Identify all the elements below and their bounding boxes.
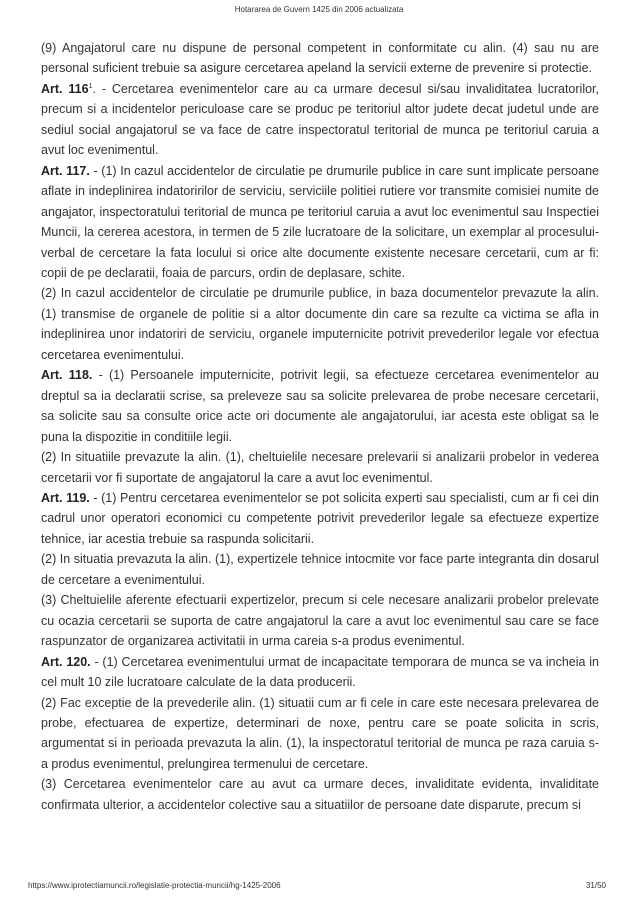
paragraph-text: - (1) In cazul accidentelor de circulatie pe drumurile publice in care sunt implicate persoane aflate in indeplinirea indatoririlor de serviciu, serviciile politiei rutiere vor transmite comisiei numite de angajator, inspectoratului teritorial de munca pe teritoriul caruia a avut loc evenimentul sau Inspectiei Muncii, la cererea acestora, in termen de 5 zile lucratoare de la solicitare, un exemplar al procesului-verbal de cercetare la fata locului si orice alte documente existente necesare cercetarii, cum ar fi: copii de pe declaratii, foaia de parcurs, ordin de deplasare, schite. xyxy=(41,163,599,280)
article-label: Art. 119. xyxy=(41,490,90,505)
article-117 xyxy=(41,161,599,284)
paragraph-text: (2) In situatia prevazuta la alin. (1), expertizele tehnice intocmite vor face parte integranta din dosarul de cercetare a evenimentului. xyxy=(41,552,599,587)
paragraph-text: (2) Fac exceptie de la prevederile alin. (1) situatii cum ar fi cele in care este necesara prelevarea de probe, efectuarea de expertize, determinari de noxe, pentru care se poate solicita in scris, argumentat si in perioada prevazuta la alin. (1), la inspectoratul teritorial de munca pe raza caruia s-a produs evenimentul, prelungirea termenului de cercetare. xyxy=(41,695,599,771)
paragraph-text: . - Cercetarea evenimentelor care au ca urmare decesul si/sau invaliditatea lucratorilor, precum si a incidentelor periculoase care se produc pe teritoriul altor judete decat judetul unde are sediul social angajatorul se va face de catre inspectoratul teritorial de munca pe teritoriul caruia a avut loc evenimentul. xyxy=(41,81,600,158)
article-label: Art. 116 xyxy=(41,81,89,96)
paragraph-text: - (1) Pentru cercetarea evenimentelor se pot solicita experti sau specialisti, cum ar fi cei din cadrul unor operatori economici cu competente potrivit prevederilor legale sa efectueze expertize tehnice, iar acestia trebuie sa raspunda solicitarii. xyxy=(41,490,600,546)
paragraph xyxy=(41,549,599,590)
article-119 xyxy=(41,488,599,549)
paragraph xyxy=(41,590,599,651)
article-superscript: 1 xyxy=(88,82,93,90)
paragraph-text: (2) In situatiile prevazute la alin. (1), cheltuielile necesare prelevarii si analizarii probelor in vederea cercetarii vor fi suportate de angajatorul la care a avut loc evenimentul. xyxy=(41,450,599,485)
paragraph-text: (3) Cheltuielile aferente efectuarii expertizelor, precum si cele necesare analizarii probelor prelevate cu ocazia cercetarii se suporta de catre angajatorul la care a avut loc evenimentul sau care se face raspunzator de organizarea activitatii in urma careia s-a produs evenimentul. xyxy=(41,593,599,649)
article-label: Art. 118. xyxy=(41,368,93,383)
article-label: Art. 117. xyxy=(41,163,90,178)
source-url-link[interactable]: https://www.iprotectiamuncii.ro/legislatie-protectia-muncii/hg-1425-2006 xyxy=(28,881,281,890)
paragraph xyxy=(41,447,599,488)
paragraph xyxy=(41,283,599,365)
paragraph xyxy=(41,38,599,79)
paragraph-text: (3) Cercetarea evenimentelor care au avut ca urmare deces, invaliditate evidenta, invaliditate confirmata ulterior, a accidentelor colective sau a situatiilor de persoane date disparute, precum si xyxy=(41,777,599,812)
paragraph-text: (2) In cazul accidentelor de circulatie pe drumurile publice, in baza documentelor prevazute la alin. (1) transmise de organele de politie si a altor documente din care sa rezulte ca victima se afla in indeplinirea unor indatoriri de serviciu, organele imputernicite potrivit prevederilor legale vor efectua cercetarea evenimentului. xyxy=(41,286,599,362)
paragraph-text: - (1) Persoanele imputernicite, potrivit legii, sa efectueze cercetarea evenimentelor au dreptul sa ia declaratii scrise, sa preleveze sau sa solicite prelevarea de probe necesare cercetarii, sa solicite sau sa consulte orice acte ori documente ale angajatorului, iar acesta este obligat sa le puna la dispozitie in conditiile legii. xyxy=(41,368,600,444)
page-number: 31/50 xyxy=(585,881,606,890)
article-118 xyxy=(41,365,599,447)
document-body xyxy=(41,38,599,815)
page-header-title: Hotararea de Guvern 1425 din 2006 actualizata xyxy=(234,5,404,14)
paragraph-text: (9) Angajatorul care nu dispune de personal competent in conformitate cu alin. (4) sau nu are personal suficient trebuie sa asigure cercetarea apeland la servicii externe de prevenire si protectie. xyxy=(41,41,599,76)
article-116-1 xyxy=(41,79,599,161)
article-label: Art. 120. xyxy=(41,654,91,669)
article-120 xyxy=(41,652,599,693)
paragraph-text: - (1) Cercetarea evenimentului urmat de incapacitate temporara de munca se va incheia in cel mult 10 zile lucratoare calculate de la data producerii. xyxy=(41,654,599,690)
paragraph xyxy=(41,774,599,815)
paragraph xyxy=(41,693,599,775)
